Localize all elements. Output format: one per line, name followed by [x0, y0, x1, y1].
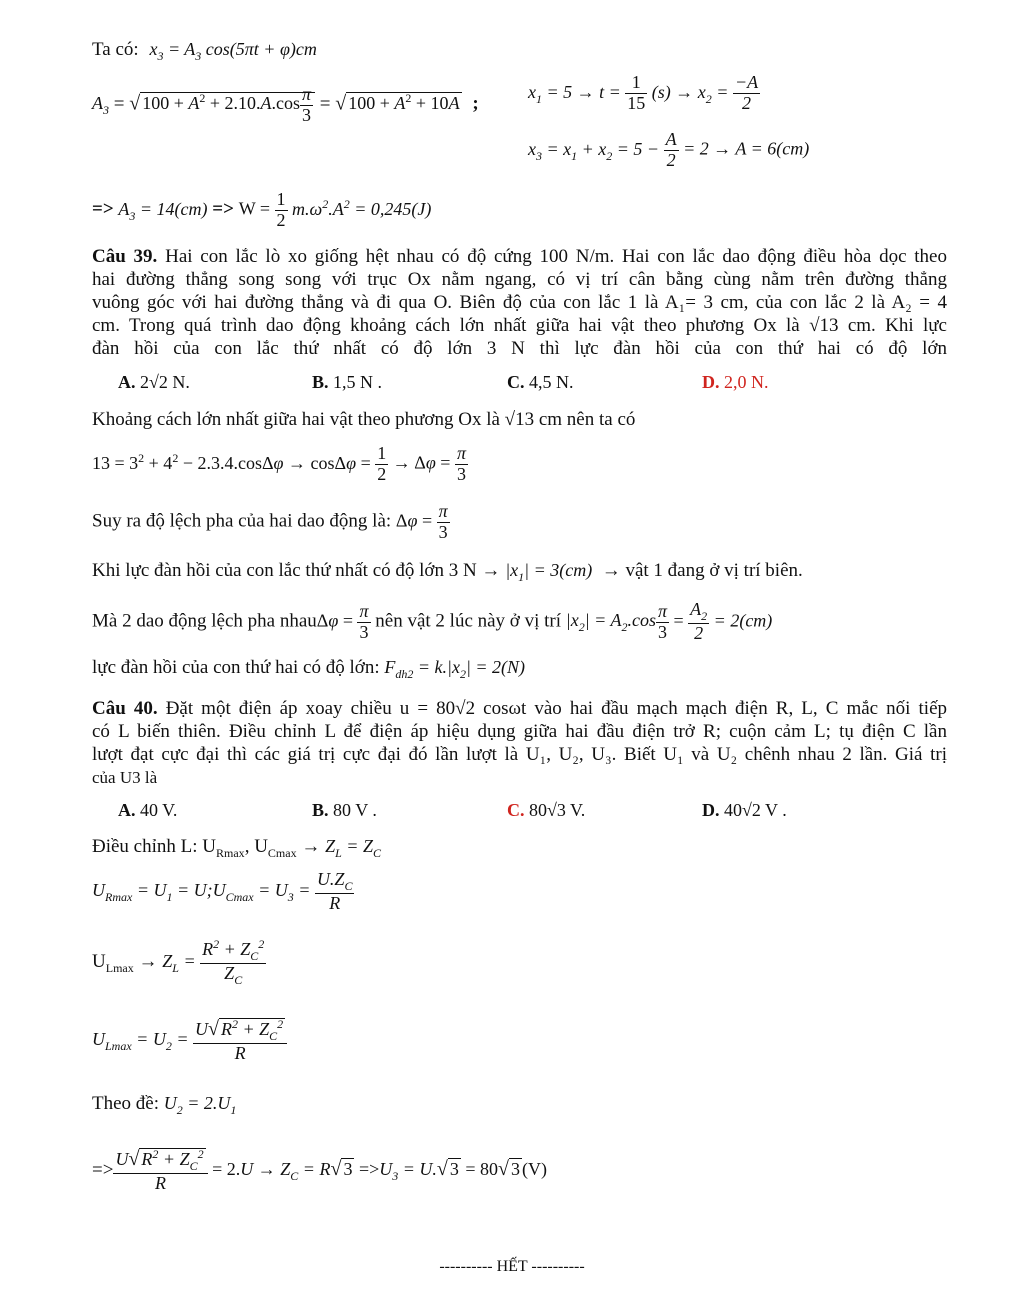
q40-line: Đặt một điện áp xoay chiều u = 80√2 cosωt vào hai đầu mạch mạch điện R, L, C mắc nối tiếp	[165, 698, 948, 719]
q39-label: Câu 39.	[92, 246, 158, 267]
q39-line: vuông góc với hai đường thẳng và đi qua O. Biên độ của con lắc 1 là A₁= 3 cm, của con lắc 2 là A₂ = 4	[92, 292, 947, 313]
q39-sol1: Khoảng cách lớn nhất giữa hai vật theo phương Ox là √13 cm nên ta có	[92, 409, 636, 430]
q39-line: đàn hồi của con lắc thứ nhất có độ lớn 3 N thì lực đàn hồi của con thứ hai có độ lớn	[92, 338, 947, 359]
q40-sol6: => $\frac{U√ R^2 + Z_C^2}{R}$ = $2.U \to Z_C = R√$ $3 =>U_3 = U.√$ 3 = 80√ 3 (V)	[92, 1147, 548, 1194]
q40-sol3: $U_{Lmax} \to Z_L$ = $\frac{R^2 + Z_C^2}{Z_C}$	[92, 937, 265, 988]
q39-line: Hai con lắc lò xo giống hệt nhau có độ cứng 100 N/m. Hai con lắc dao động điều hòa dọc theo	[165, 246, 947, 267]
q39-option-b: B. 1,5 N .	[312, 372, 383, 392]
q40-line: có L biến thiên. Điều chỉnh L để điện áp hiệu dụng giữa hai đầu điện trở R; cuộn cảm L; tụ điện C lần	[92, 721, 947, 742]
q39-statement	[92, 245, 947, 360]
q39-option-d: D. 2,0 N.	[702, 372, 769, 392]
q40-statement	[92, 697, 947, 789]
ta-co-label: Ta có:	[92, 39, 139, 60]
q40-option-b: B. 80 V .	[312, 800, 377, 820]
q40-sol1: Điều chỉnh L: $U_{Rmax}$, $U_{Cmax} \to Z_L = Z_C$	[92, 836, 381, 860]
q40-sol4: $U_{Lmax} = U_2$ = $\frac{U√ R^2 + Z_C^2}{R}$	[92, 1018, 287, 1064]
q39-sol4: Khi lực đàn hồi của con lắc thứ nhất có độ lớn 3 $N \to |x_1| = 3(cm)$ → vật 1 đang ở vị trí biên.	[92, 560, 803, 584]
eq-result: => $A_3 = 14(cm) => W$ = $\frac{1}{2}$ $m.\omega^2.A^2 = 0,245(J)$	[92, 189, 432, 230]
q39-line: hai đường thẳng song song với trục Ox nằm ngang, có vị trí cân bằng cùng nằm trên đường thẳng	[92, 269, 947, 290]
q40-option-d: D. 40√2 V .	[702, 800, 787, 820]
q39-option-c: C. 4,5 N.	[507, 372, 574, 392]
eq-A3: $A_3$ = √ $100 + A^2 + 2.10.A.\cos$ $\frac{\pi}{3}$ = √ $100 + A^2 + 10A$ ;	[92, 84, 479, 125]
q39-sol6: lực đàn hồi của con thứ hai có độ lớn: $F_{dh2} = k.|x_2| = 2(N)$	[92, 657, 526, 681]
q40-option-c: C. 80√3 V.	[507, 800, 586, 820]
q39-option-a: A. 2√2 N.	[118, 372, 190, 392]
eq-x1: $x_1 = 5 \to t$ = $\frac{1}{15}$ $(s) \to x_2$ = $\frac{-A}{2}$	[528, 72, 759, 113]
q39-sol3: Suy ra độ lệch pha của hai dao động là: Δφ = $\frac{\pi}{3}$	[92, 501, 448, 542]
eq-x3-sum: $x_3 = x_1 + x_2 = 5$ − $\frac{A}{2}$ = 2 → A = 6(cm)	[528, 129, 810, 170]
q40-sol2: $U_{Rmax} = U_1$ = $U;U_{Cmax} = U_3$ = $\frac{U.Z_C}{R}$	[92, 869, 353, 914]
eq-x3-line: Ta có: $x_3 = A_3$ cos(5πt + φ)cm	[92, 39, 317, 63]
q39-sol2: $13 = 3^2 + 4^2 - 2.3.4.\cos\Delta\varphi \to \cos\Delta\varphi$ = $\frac{1}{2}$ → Δφ = $\frac{\pi}{3}$	[92, 443, 466, 484]
q40-label: Câu 40.	[92, 698, 158, 719]
q39-line: cm. Trong quá trình dao động khoảng cách lớn nhất giữa hai vật theo phương Ox là √13 cm. Khi lực	[92, 315, 947, 336]
q39-sol5: Mà 2 dao động lệch pha nhauΔφ = $\frac{\pi}{3}$ nên vật 2 lúc này ở vị trí $|x_2| = A_2.\cos$ $\frac{\pi}{3}$ = $\frac{A_2}{2}$ = 2(cm)	[92, 599, 773, 644]
q40-line: của U3 là	[92, 768, 158, 787]
q40-option-a: A. 40 V.	[118, 800, 178, 820]
q40-sol5: Theo đề: $U_2 = 2.U_1$	[92, 1093, 237, 1117]
q40-line: lượt đạt cực đại thì các giá trị cực đại đó lần lượt là U₁, U₂, U₃. Biết U₁ và U₂ chênh nhau 2 lần. Giá trị	[92, 744, 947, 765]
footer-end-marker: ---------- HẾT ----------	[439, 1258, 585, 1275]
